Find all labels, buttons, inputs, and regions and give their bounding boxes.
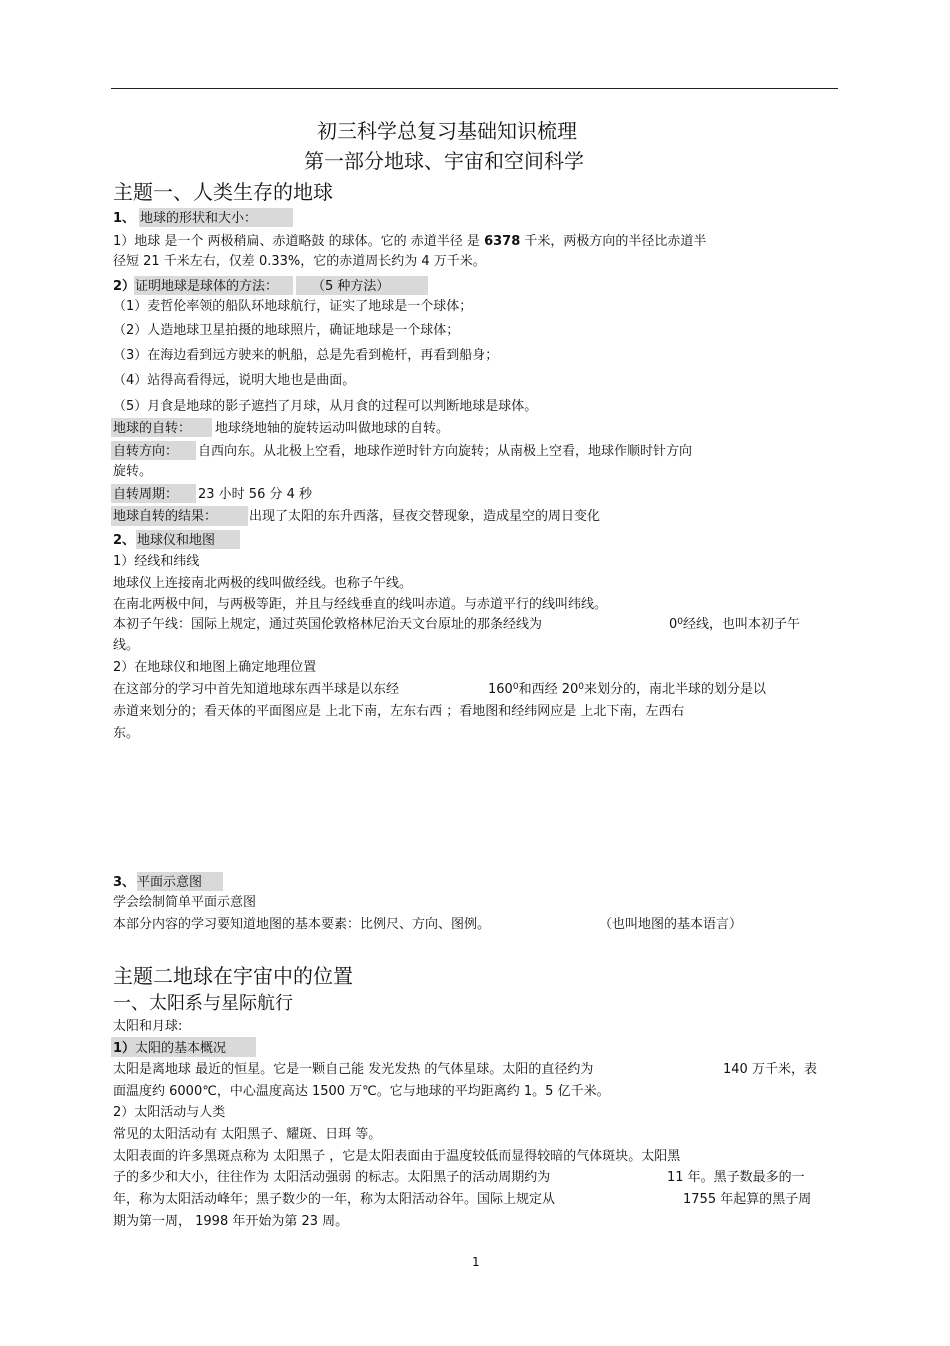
- longitude-text: [488, 682, 766, 698]
- result-label: 地球自转的结果：: [113, 509, 218, 524]
- paragraph-line: 期为第一周， 1998 年开始为第 23 周。: [113, 1214, 349, 1229]
- method-item: （1）麦哲伦率领的船队环地球航行，证实了地球是一个球体；: [113, 299, 473, 314]
- paragraph-line: 11 年。黑子数最多的一: [667, 1170, 805, 1185]
- method-item: （3）在海边看到远方驶来的帆船，总是先看到桅杆，再看到船身；: [113, 348, 499, 363]
- degree-value: [669, 617, 800, 633]
- section-heading: 证明地球是球体的方法：: [135, 279, 279, 294]
- rotation-text: 地球绕地轴的旋转运动叫做地球的自转。: [215, 421, 450, 436]
- text-span: 160: [488, 682, 513, 697]
- period-label: 自转周期：: [113, 487, 179, 502]
- result-text: 出现了太阳的东升西落，昼夜交替现象，造成星空的周日变化: [249, 509, 601, 524]
- section-number: 2）: [113, 279, 136, 294]
- degree-mark: 0: [512, 682, 519, 692]
- section-number: 2、: [113, 533, 136, 548]
- section-heading: 地球的形状和大小：: [140, 211, 258, 226]
- paragraph-line: 本初子午线：国际上规定，通过英国伦敦格林尼治天文台原址的那条经线为: [113, 617, 543, 632]
- method-item: （2）人造地球卫星拍摄的地球照片，确证地球是一个球体；: [113, 323, 460, 338]
- radius-value: 6378: [484, 234, 521, 249]
- paragraph-line: 140 万千米，表: [723, 1062, 817, 1077]
- header-rule: [111, 88, 838, 89]
- degree-mark: 0: [578, 682, 584, 692]
- paragraph-line: 面温度约 6000℃，中心温度高达 1500 万℃。它与地球的平均距离约 1。5 亿千米。: [113, 1084, 610, 1099]
- paragraph-note: （也叫地图的基本语言）: [599, 917, 743, 932]
- direction-label: 自转方向：: [113, 444, 179, 459]
- paragraph-line: 东。: [113, 726, 140, 741]
- text-span: 0: [669, 617, 678, 632]
- section-number: 1）: [113, 1041, 136, 1056]
- subheading: 2）在地球仪和地图上确定地理位置: [113, 660, 317, 675]
- rotation-label: 地球的自转：: [113, 421, 192, 436]
- text-span: 来划分的，南北半球的划分是以: [584, 682, 767, 697]
- paragraph-line: 年，称为太阳活动峰年；黑子数少的一年，称为太阳活动谷年。国际上规定从: [113, 1192, 556, 1207]
- paragraph-line: 常见的太阳活动有 太阳黑子、耀斑、日珥 等。: [113, 1127, 382, 1142]
- method-item: （5）月食是地球的影子遮挡了月球，从月食的过程可以判断地球是球体。: [113, 399, 538, 414]
- period-text: 23 小时 56 分 4 秒: [198, 487, 313, 502]
- paragraph-line: 本部分内容的学习要知道地图的基本要素：比例尺、方向、图例。: [113, 917, 491, 932]
- method-item: （4）站得高看得远，说明大地也是曲面。: [113, 373, 356, 388]
- subsection-heading: 一、太阳系与星际航行: [113, 993, 293, 1014]
- section-heading: 平面示意图: [137, 875, 203, 890]
- paragraph-line: 在南北两极中间，与两极等距，并且与经线垂直的线叫赤道。与赤道平行的线叫纬线。: [113, 597, 608, 612]
- paragraph-line: 太阳是离地球 最近的恒星。它是一颗自己能 发光发热 的气体星球。太阳的直径约为: [113, 1062, 594, 1077]
- degree-mark: 0: [677, 617, 684, 627]
- paragraph-line: 地球仪上连接南北两极的线叫做经线。也称子午线。: [113, 576, 413, 591]
- text-span: 20: [561, 682, 579, 697]
- paragraph-line: 太阳表面的许多黑斑点称为 太阳黑子 ，它是太阳表面由于温度较低而显得较暗的气体斑块。太阳黑: [113, 1149, 681, 1164]
- paragraph-line: 赤道来划分的；看天体的平面图应是 上北下南，左东右西 ；看地图和经纬网应是 上北下南，左西右: [113, 704, 685, 719]
- section-number: 3、: [113, 875, 136, 890]
- direction-text-2: 旋转。: [113, 464, 153, 479]
- paragraph-line: 在这部分的学习中首先知道地球东西半球是以东经: [113, 682, 400, 697]
- paragraph-line: [113, 234, 706, 250]
- section-heading: 太阳的基本概况: [135, 1041, 227, 1056]
- direction-text: 自西向东。从北极上空看，地球作逆时针方向旋转；从南极上空看，地球作顺时针方向: [198, 444, 693, 459]
- paragraph-line: 线。: [113, 638, 140, 653]
- subheading: 2）太阳活动与人类: [113, 1105, 226, 1120]
- text-span: 经线，也叫本初子午: [683, 617, 801, 632]
- text-span: 和西经: [518, 682, 558, 697]
- paragraph-line: 1755 年起算的黑子周: [683, 1192, 812, 1207]
- paragraph-line: 学会绘制简单平面示意图: [113, 895, 257, 910]
- document-title: 初三科学总复习基础知识梳理: [317, 119, 577, 143]
- subheading: 1）经线和纬线: [113, 554, 200, 569]
- section-number: 1、: [113, 211, 136, 226]
- part-title: 第一部分地球、宇宙和空间科学: [304, 149, 584, 173]
- paragraph-line: 径短 21 千米左右，仅差 0.33%，它的赤道周长约为 4 万千米。: [113, 254, 486, 269]
- text-span: 千米，两极方向的半径比赤道半: [524, 234, 707, 249]
- text-span: 1）地球 是一个 两极稍扁、赤道略鼓 的球体。它的 赤道半径 是: [113, 234, 480, 249]
- page-number: 1: [472, 1255, 480, 1269]
- paragraph-line: 子的多少和大小，往往作为 太阳活动强弱 的标志。太阳黑子的活动周期约为: [113, 1170, 551, 1185]
- section-heading: 地球仪和地图: [137, 533, 216, 548]
- paragraph-line: 太阳和月球:: [113, 1019, 183, 1034]
- topic2-heading: 主题二地球在宇宙中的位置: [113, 964, 353, 988]
- method-count: （5 种方法）: [312, 279, 390, 294]
- topic1-heading: 主题一、人类生存的地球: [113, 180, 333, 204]
